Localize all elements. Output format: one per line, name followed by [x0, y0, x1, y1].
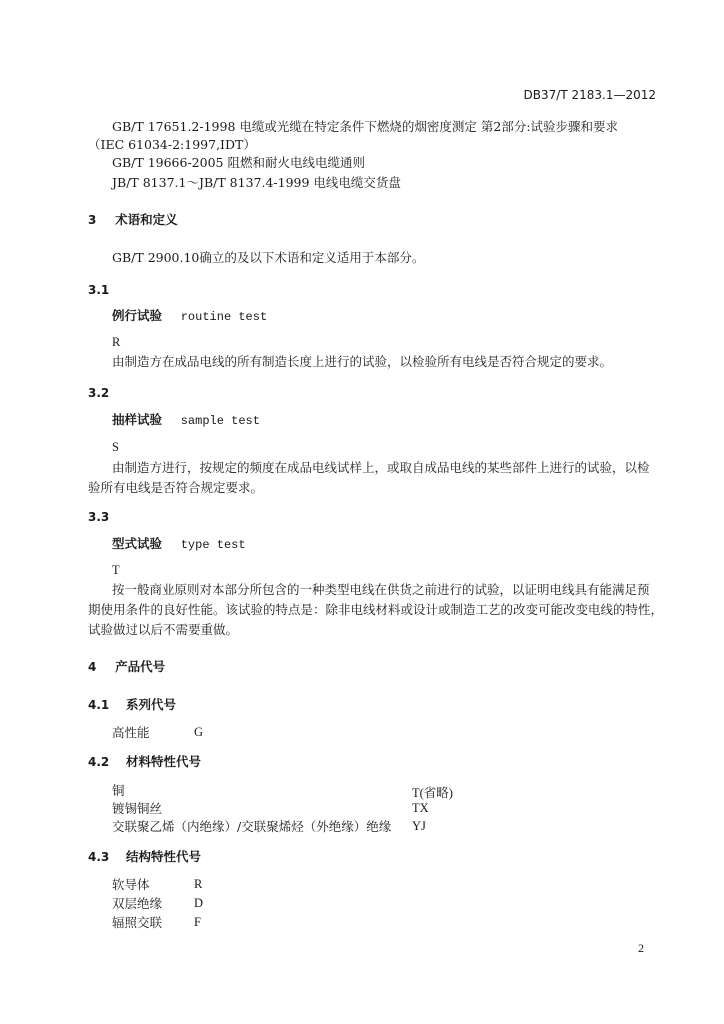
term-english: sample test: [180, 414, 260, 428]
subsection-title: 系列代号: [125, 697, 176, 712]
reference-line: （IEC 61034-2:1997,IDT）: [88, 137, 256, 152]
subsection-heading: [88, 754, 201, 770]
code-row-code: D: [194, 896, 204, 910]
term-code: R: [112, 335, 121, 349]
subsection-heading: [88, 849, 201, 865]
term-heading: [112, 412, 260, 429]
code-row-name: 辐照交联: [112, 915, 163, 930]
subsection-number: 4.2: [88, 755, 110, 769]
section-heading: [88, 659, 165, 675]
code-row-name: 双层绝缘: [112, 896, 163, 911]
code-row-name: 镀锡铜丝: [112, 801, 163, 816]
subsection-title: 材料特性代号: [125, 754, 201, 769]
term-code: S: [112, 440, 119, 454]
code-row-name: 高性能: [112, 725, 150, 740]
section-number: 4: [88, 660, 97, 674]
code-row-code: YJ: [412, 819, 426, 833]
code-row-name: 铜: [112, 783, 125, 798]
section-title: 术语和定义: [115, 212, 178, 227]
code-row-code: F: [194, 915, 201, 929]
term-definition: 验所有电线是否符合规定要求。: [88, 480, 264, 495]
term-definition: 试验做过以后不需要重做。: [88, 622, 239, 637]
reference-line: GB/T 19666-2005 阻燃和耐火电线电缆通则: [112, 155, 365, 170]
term-definition: 由制造方在成品电线的所有制造长度上进行的试验，以检验所有电线是否符合规定的要求。: [112, 354, 613, 369]
section-number: 3: [88, 213, 97, 227]
standard-id: DB37/T 2183.1—2012: [523, 88, 656, 102]
term-definition: 期使用条件的良好性能。该试验的特点是：除非电线材料或设计或制造工艺的改变可能改变电线的特性，: [88, 602, 664, 617]
reference-line: JB/T 8137.1～JB/T 8137.4-1999 电线电缆交货盘: [112, 175, 401, 190]
code-row-code: T(省略): [412, 786, 453, 800]
code-row-code: G: [194, 725, 204, 739]
reference-line: GB/T 17651.2-1998 电缆或光缆在特定条件下燃烧的烟密度测定 第2部分:试验步骤和要求: [112, 119, 619, 134]
clause-number: 3.1: [88, 283, 110, 297]
section-intro: GB/T 2900.10确立的及以下术语和定义适用于本部分。: [112, 250, 425, 265]
term-chinese: 型式试验: [112, 536, 163, 551]
section-heading: [88, 212, 178, 228]
subsection-heading: [88, 697, 176, 713]
term-heading: [112, 536, 246, 553]
code-row-name: 交联聚乙烯（内绝缘）/交联聚烯烃（外绝缘）绝缘: [112, 819, 392, 834]
section-title: 产品代号: [115, 659, 166, 674]
term-english: type test: [180, 538, 246, 552]
code-row-code: R: [194, 877, 203, 891]
term-code: T: [112, 563, 120, 577]
term-definition: 由制造方进行，按规定的频度在成品电线试样上，或取自成品电线的某些部件上进行的试验，以检: [112, 460, 650, 475]
subsection-number: 4.3: [88, 850, 110, 864]
code-row-name: 软导体: [112, 877, 150, 892]
term-chinese: 抽样试验: [112, 412, 163, 427]
subsection-title: 结构特性代号: [125, 849, 201, 864]
subsection-number: 4.1: [88, 698, 110, 712]
page-number: 2: [638, 941, 644, 955]
term-english: routine test: [180, 310, 268, 324]
term-heading: [112, 308, 267, 325]
term-definition: 按一般商业原则对本部分所包含的一种类型电线在供货之前进行的试验，以证明电线具有能满足预: [112, 582, 650, 597]
code-row-code: TX: [412, 801, 429, 815]
clause-number: 3.3: [88, 510, 110, 524]
term-chinese: 例行试验: [112, 308, 163, 323]
clause-number: 3.2: [88, 386, 110, 400]
